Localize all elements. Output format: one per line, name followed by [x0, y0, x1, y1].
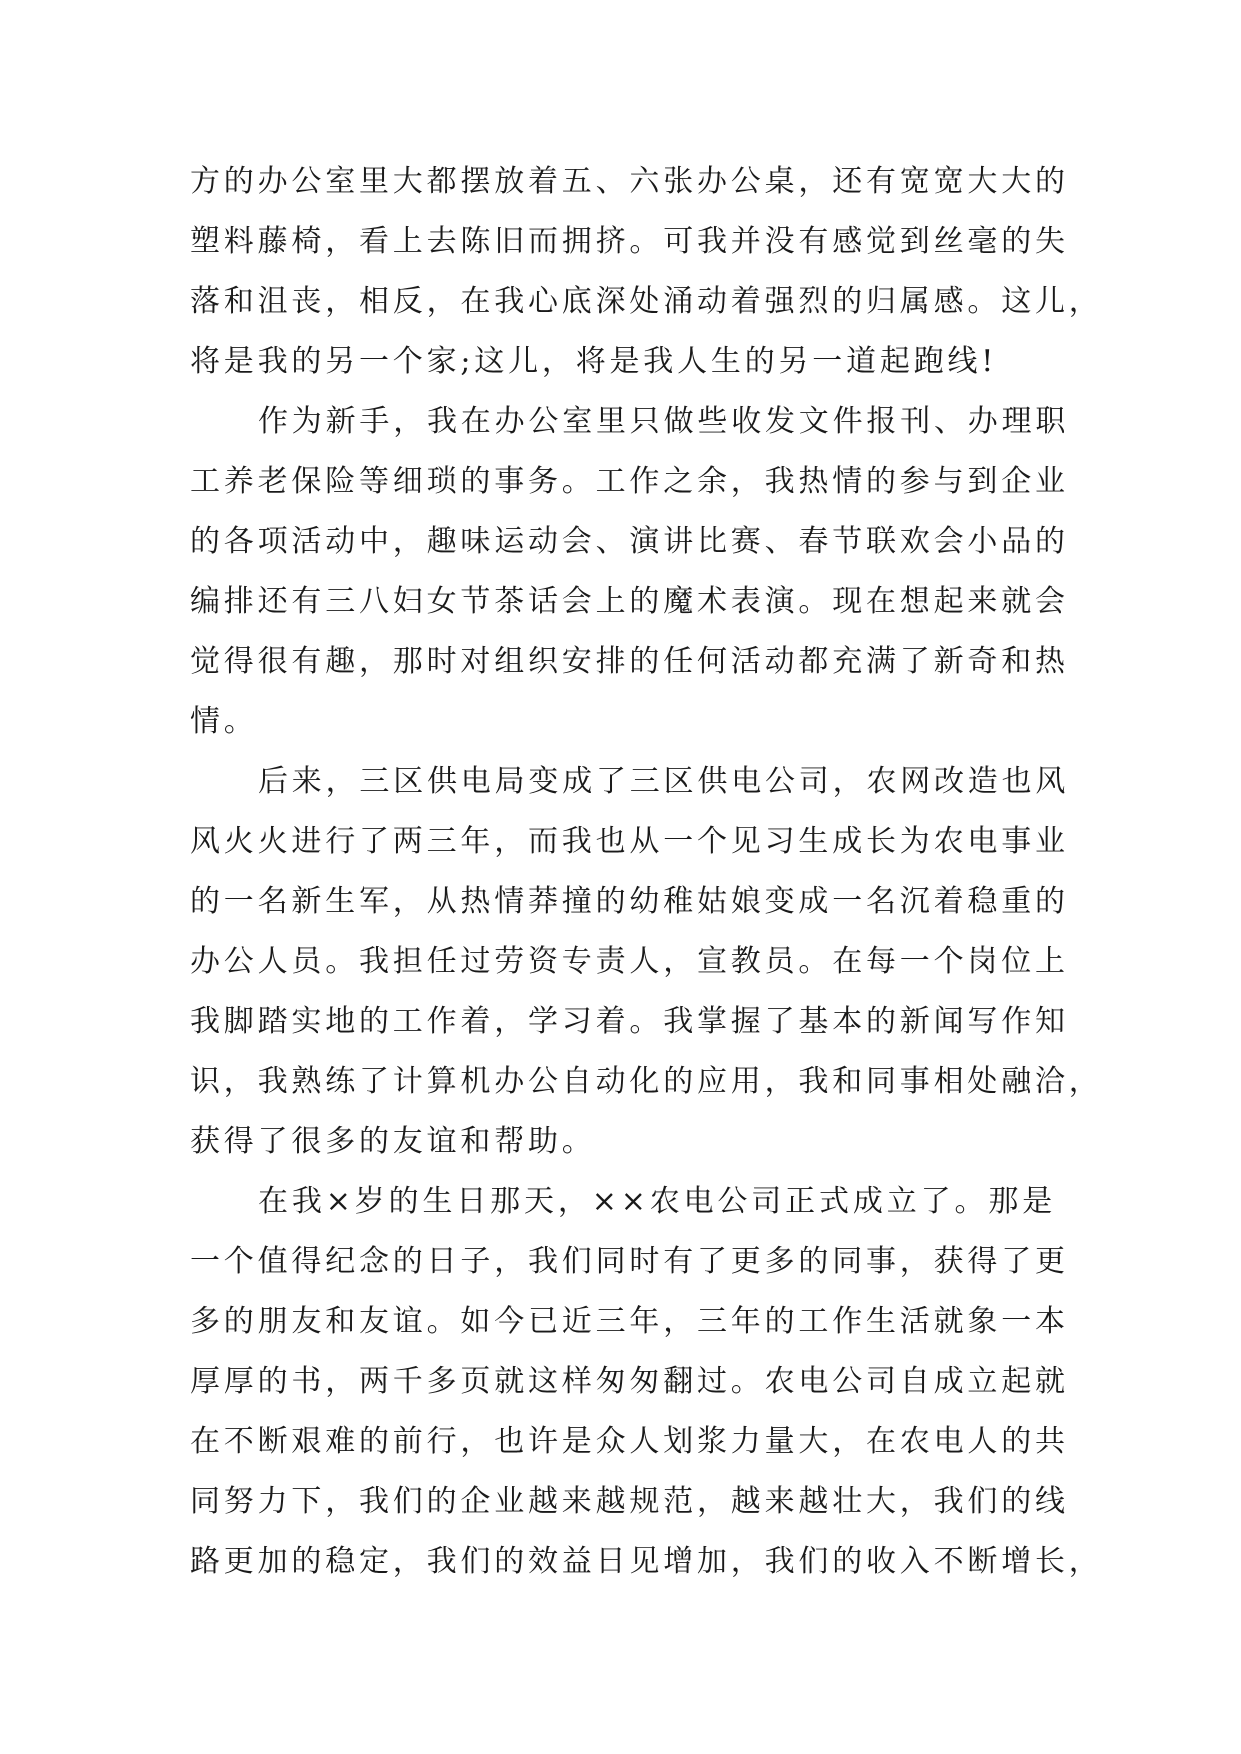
text-line: 后来，三区供电局变成了三区供电公司，农网改造也风: [258, 764, 1070, 799]
text-line: 的各项活动中，趣味运动会、演讲比赛、春节联欢会小品的: [190, 524, 1069, 559]
text-line: 在我×岁的生日那天，××农电公司正式成立了。那是: [258, 1184, 1056, 1219]
text-line: 塑料藤椅，看上去陈旧而拥挤。可我并没有感觉到丝毫的失: [190, 224, 1069, 259]
text-line: 作为新手，我在办公室里只做些收发文件报刊、办理职: [258, 404, 1070, 439]
paragraph-2: [190, 392, 1070, 752]
text-line: 编排还有三八妇女节茶话会上的魔术表演。现在想起来就会: [190, 584, 1069, 619]
text-line: 我脚踏实地的工作着，学习着。我掌握了基本的新闻写作知: [190, 1004, 1069, 1039]
text-line: 同努力下，我们的企业越来越规范，越来越壮大，我们的线: [190, 1484, 1069, 1519]
text-line: 落和沮丧，相反，在我心底深处涌动着强烈的归属感。这儿，: [190, 284, 1103, 319]
document-body: [190, 152, 1103, 1592]
text-line: 一个值得纪念的日子，我们同时有了更多的同事，获得了更: [190, 1244, 1069, 1279]
text-line: 在不断艰难的前行，也许是众人划浆力量大，在农电人的共: [190, 1424, 1069, 1459]
text-line: 路更加的稳定，我们的效益日见增加，我们的收入不断增长，: [190, 1544, 1103, 1579]
text-line: 方的办公室里大都摆放着五、六张办公桌，还有宽宽大大的: [190, 164, 1069, 199]
paragraph-1: [190, 152, 1103, 392]
text-line: 办公人员。我担任过劳资专责人，宣教员。在每一个岗位上: [190, 944, 1069, 979]
text-line: 风火火进行了两三年，而我也从一个见习生成长为农电事业: [190, 824, 1069, 859]
text-line: 获得了很多的友谊和帮助。: [190, 1124, 596, 1159]
text-line: 将是我的另一个家;这儿，将是我人生的另一道起跑线!: [190, 344, 998, 379]
text-line: 的一名新生军，从热情莽撞的幼稚姑娘变成一名沉着稳重的: [190, 884, 1069, 919]
text-line: 情。: [190, 704, 258, 739]
paragraph-3: [190, 752, 1103, 1172]
text-line: 识，我熟练了计算机办公自动化的应用，我和同事相处融洽，: [190, 1064, 1103, 1099]
text-line: 多的朋友和友谊。如今已近三年，三年的工作生活就象一本: [190, 1304, 1069, 1339]
text-line: 厚厚的书，两千多页就这样匆匆翻过。农电公司自成立起就: [190, 1364, 1069, 1399]
text-line: 觉得很有趣，那时对组织安排的任何活动都充满了新奇和热: [190, 644, 1069, 679]
text-line: 工养老保险等细琐的事务。工作之余，我热情的参与到企业: [190, 464, 1069, 499]
paragraph-4: [190, 1172, 1103, 1592]
